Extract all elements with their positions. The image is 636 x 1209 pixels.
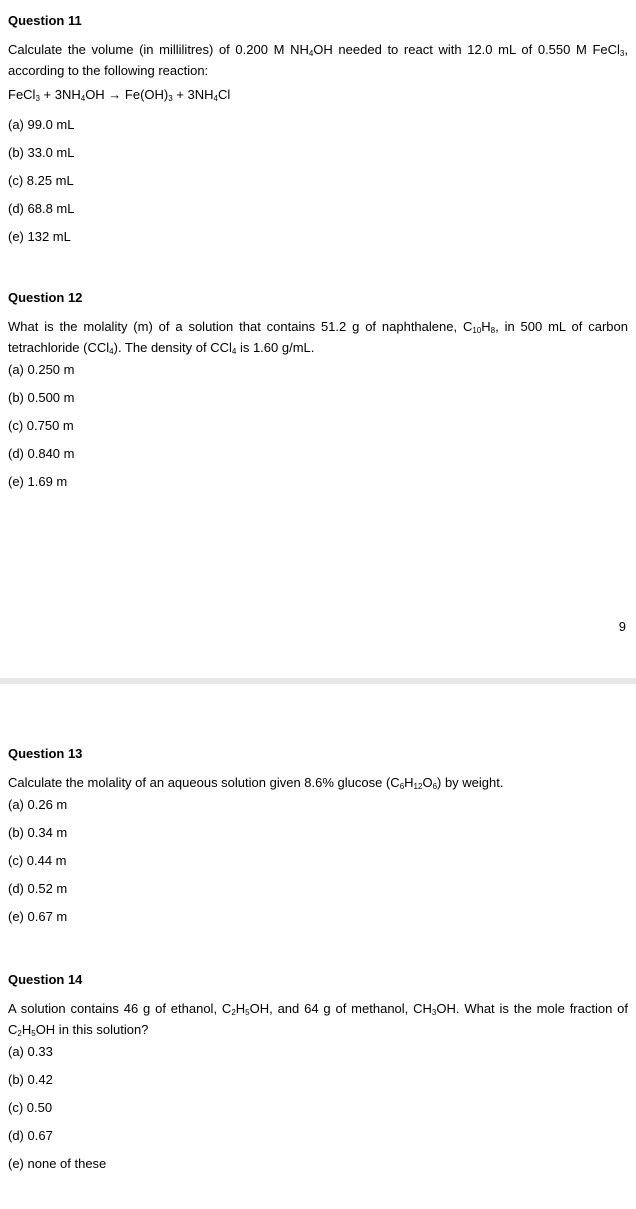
answer-option: (e) 1.69 m bbox=[8, 474, 68, 489]
question-12 bbox=[8, 290, 628, 490]
answer-option: (b) 0.500 m bbox=[8, 390, 75, 405]
question-title: Question 11 bbox=[8, 13, 82, 28]
answer-option: (c) 0.50 bbox=[8, 1100, 53, 1115]
question-title: Question 12 bbox=[8, 290, 83, 305]
answer-option: (a) 0.26 m bbox=[8, 797, 68, 812]
question-stem: Calculate the molality of an aqueous solution given 8.6% glucose $(C_6H_{12}O_6)$ by weight. bbox=[8, 775, 504, 791]
answer-option: (d) 68.8 mL bbox=[8, 201, 75, 216]
document-page-2 bbox=[0, 684, 636, 1209]
question-14 bbox=[8, 972, 628, 1172]
answer-option: (b) 0.34 m bbox=[8, 825, 68, 840]
question-title: Question 14 bbox=[8, 972, 83, 987]
reaction-equation: FeCl$_3$ + $3NH_4OH \to Fe(OH)_3 + 3NH_4Cl$ bbox=[8, 87, 231, 103]
question-13 bbox=[8, 746, 628, 925]
answer-option: (d) 0.67 bbox=[8, 1128, 53, 1143]
answer-option: (e) none of these bbox=[8, 1156, 107, 1171]
answer-option: (a) 0.250 m bbox=[8, 362, 75, 377]
answer-option: (c) 8.25 mL bbox=[8, 173, 74, 188]
answer-option: (c) 0.44 m bbox=[8, 853, 67, 868]
answer-option: (a) 99.0 mL bbox=[8, 117, 75, 132]
answer-option: (b) 33.0 mL bbox=[8, 145, 75, 160]
question-stem: A solution contains 46 g of ethanol, $C_2H_5OH$, and 64 g of methanol, $CH_3OH$. What is the mole fraction of $C_2H_5OH$ in this solution? bbox=[8, 1001, 629, 1038]
answer-option: (a) 0.33 bbox=[8, 1044, 53, 1059]
answer-option: (e) 132 mL bbox=[8, 229, 71, 244]
answer-option: (d) 0.52 m bbox=[8, 881, 68, 896]
answer-option: (c) 0.750 m bbox=[8, 418, 74, 433]
question-stem: Calculate the volume (in millilitres) of 0.200 M $NH_4OH$ needed to react with 12.0 mL of 0.550 M FeCl$_3$, according to the following reaction: bbox=[8, 42, 628, 78]
answer-option: (b) 0.42 bbox=[8, 1072, 53, 1087]
question-title: Question 13 bbox=[8, 746, 83, 761]
answer-option: (e) 0.67 m bbox=[8, 909, 68, 924]
question-stem: What is the molality (m) of a solution that contains 51.2 g of naphthalene, $C_{10}H_8$, in 500 mL of carbon tetrachloride (CCl$_4$). The density of CCl$_4$ is 1.60 g/mL. bbox=[8, 319, 628, 356]
question-11 bbox=[8, 13, 628, 245]
page-number: 9 bbox=[618, 619, 626, 634]
answer-option: (d) 0.840 m bbox=[8, 446, 75, 461]
